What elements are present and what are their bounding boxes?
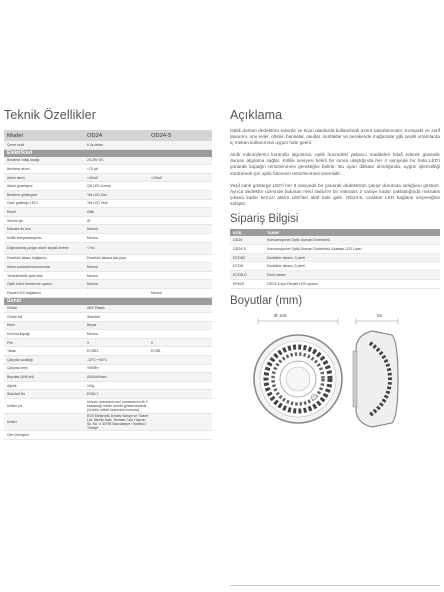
spec-row — [4, 272, 212, 281]
order-code: OD24 — [233, 237, 243, 242]
spec-key: Gövde — [7, 306, 17, 311]
general-rows — [4, 305, 212, 440]
spec-value: Tek LED Yeşil — [87, 201, 108, 206]
order-row — [230, 262, 440, 271]
order-title: Sipariş Bilgisi — [230, 213, 299, 226]
electrical-rows — [4, 157, 212, 298]
order-desc: Konvansiyonel Optik Duman Dedektörü Uzaktan LED Uyarı — [267, 246, 362, 251]
spec-row — [4, 157, 212, 166]
footer-divider — [230, 585, 440, 586]
specs-header-od24: OD24 — [87, 132, 103, 139]
spec-value: Ürünün üzerindeki seri numarasının ilk 2 basamağı üretim tarihini göstermektedir. (Ürünün etiketi üzerindeki numara) — [87, 400, 148, 413]
spec-row — [4, 322, 212, 331]
spec-key: Temizlenebilir optik blok — [7, 273, 43, 278]
spec-key: Canlı gösterge LED'i — [7, 201, 38, 206]
spec-row — [4, 289, 212, 298]
spec-row — [4, 174, 212, 183]
spec-key: Bekleme göstergesi — [7, 192, 37, 197]
order-code: OD24-5 — [233, 246, 246, 251]
spec-value: Ø100x50mm — [87, 375, 107, 380]
order-row — [230, 254, 440, 263]
spec-row — [4, 208, 212, 217]
spec-key: Bekleme akımı — [7, 166, 30, 171]
order-header — [230, 229, 440, 236]
dims-title: Boyutlar (mm) — [230, 294, 303, 307]
spec-row — [4, 225, 212, 234]
spec-key: Paralel LED bağlantısı — [7, 290, 41, 295]
spec-row — [4, 347, 212, 356]
spec-key: Ağırlık — [7, 383, 17, 388]
spec-value: ECDB3 — [87, 349, 99, 354]
spec-value: Kilitli — [87, 209, 94, 214]
spec-row — [4, 365, 212, 374]
spec-key: Dedektör tabanı bağlantısı — [7, 256, 47, 261]
spec-row — [4, 330, 212, 339]
spec-value: - — [87, 290, 89, 295]
spec-key: Pim — [7, 340, 13, 345]
order-code: ECDB3 — [233, 255, 245, 260]
specs-column — [4, 108, 212, 440]
spec-row — [4, 182, 212, 191]
order-row — [230, 236, 440, 245]
spec-value: 6 üç ortam — [87, 142, 104, 147]
order-code: ECDB — [233, 264, 243, 269]
spec-key: Çalışma nemi — [7, 366, 28, 371]
spec-key: Geri Dönüşüm — [7, 432, 29, 437]
spec-key: Alarm göstergesi — [7, 184, 33, 189]
spec-key: Renk — [7, 323, 15, 328]
order-row — [230, 280, 440, 289]
spec-key: Optik hücre temizleme uyarısı — [7, 282, 52, 287]
order-desc: Konvansiyonel Optik Duman Dedektörü — [267, 237, 330, 242]
spec-value: 5 — [151, 340, 153, 345]
spec-value: %90RH — [87, 366, 99, 371]
spec-value: IR — [87, 218, 91, 223]
order-header-code: KOD — [233, 230, 242, 235]
spec-key: Sensör tipi — [7, 218, 24, 223]
detector-drawing-icon — [230, 317, 440, 457]
spec-value: Çift LED Kırmızı — [87, 184, 112, 189]
spec-row — [4, 200, 212, 209]
spec-row — [4, 414, 212, 431]
spec-value: 20-29V DC — [87, 158, 104, 163]
order-header-desc: TANIM — [267, 230, 279, 235]
spec-key: Üretici — [7, 420, 17, 425]
spec-row — [4, 373, 212, 382]
spec-value: ABS Plastik — [87, 306, 105, 311]
spec-value: <23mA — [151, 175, 162, 180]
spec-value: <7sn. — [87, 246, 96, 251]
description-paragraph: Yeşil canlı gösterge LED'i her 8 saniyede bir yanarak dedektörün çalışır durumda olduğunu gösterir. Ayrıca dedektör üzerinde bulunan reed switch'e bir mıknatıs 2 saniye kadar yaklaştığında mıknatıs çıkana kadar kırmızı alarm LED'leri aktif hale gelir. OD24-5, uzaktan LED bağlantı seçeneğine sahiptir. — [230, 182, 440, 206]
specs-header-od24-5: OD24-5 — [151, 132, 172, 139]
spec-value: Mevcut — [87, 227, 98, 232]
spec-key: Alarm sonlandırma koruması — [7, 264, 51, 269]
spec-value: -10°C~+50°C — [87, 357, 108, 362]
spec-value: Beyaz — [87, 323, 97, 328]
spec-key: Standart No — [7, 392, 26, 397]
group-electrical: Elektriksel — [4, 150, 212, 157]
spec-value: Tek LED Sarı — [87, 192, 107, 197]
order-code: ECDB-D — [233, 273, 247, 278]
spec-key: Gövde tipi — [7, 314, 23, 319]
group-general: Genel — [4, 298, 212, 305]
spec-row — [4, 356, 212, 365]
spec-key: Koruma kapağı — [7, 332, 30, 337]
order-row — [230, 271, 440, 280]
spec-row — [4, 191, 212, 200]
spec-row — [4, 431, 212, 440]
spec-key: Kirlilik kompanzasyonu — [7, 235, 42, 240]
description-paragraph: Optik duman dedektörü evlerde ve ticari alanlarda kullanılmak üzere tasarlanmıştır. Kompakt ve zarif tasarımı, onu evler, ofisler, bankalar, okullar, mutfaklar ve perakende mağazalar gibi çeşitli ortamlarda iç mekan kullanımına uygun hale getirir. — [230, 128, 440, 146]
spec-value: ECDB — [151, 349, 161, 354]
spec-key: Boyutlar (WxDxH) — [7, 375, 35, 380]
spec-key: Çalışma sıcaklığı — [7, 357, 33, 362]
spec-value: Mevcut — [151, 290, 162, 295]
spec-row — [4, 305, 212, 314]
spec-row — [4, 382, 212, 391]
order-code: EPA25 — [233, 281, 244, 286]
spec-value: 110g — [87, 383, 95, 388]
spec-row — [4, 234, 212, 243]
spec-row — [4, 243, 212, 255]
spec-row — [4, 141, 212, 150]
order-desc: Dedektör tabanı, 5 pimli — [267, 264, 305, 269]
spec-key: Reset — [7, 209, 16, 214]
spec-value: <40mA — [87, 175, 98, 180]
spec-row — [4, 313, 212, 322]
spec-key: Çevre sınıfı — [7, 142, 25, 147]
spec-value: 3 — [87, 340, 89, 345]
dim-height-label: 50 — [377, 312, 383, 318]
dimension-drawing — [230, 309, 440, 459]
spec-row — [4, 165, 212, 174]
spec-row — [4, 217, 212, 226]
spec-row — [4, 399, 212, 414]
spec-value: Mevcut — [87, 282, 98, 287]
order-desc: Derin taban — [267, 273, 286, 278]
spec-value: Mevcut — [87, 273, 98, 278]
spec-key: Mıknatıs ile test — [7, 227, 31, 232]
dim-diameter-label: Ø 105 — [274, 312, 287, 318]
spec-row — [4, 390, 212, 399]
spec-key: Besleme voltaj aralığı — [7, 158, 40, 163]
description-title: Açıklama — [230, 108, 283, 122]
spec-key: Taban — [7, 349, 17, 354]
spec-value: EDS Elektronik Destek Sanayi ve Ticaret Ltd. Mecilis Mah. Temalar Cad. Hayran Sk. No: 4 34795 Sancaktepe / İstanbul / Türkiye — [87, 414, 149, 431]
spec-row — [4, 255, 212, 264]
description-column — [230, 108, 440, 459]
specs-header — [4, 130, 212, 141]
spec-row — [4, 339, 212, 348]
spec-key: Üretim yılı — [7, 404, 23, 409]
spec-value: Mevcut — [87, 264, 98, 269]
order-row — [230, 245, 440, 254]
spec-key: Alarm akımı — [7, 175, 26, 180]
order-desc: OD24-5 için Paralel LED uyarısı — [267, 281, 318, 286]
spec-key: Doğrulanmış yangın alarm sinyali üretme — [7, 246, 69, 251]
spec-value: Mevcut — [87, 235, 98, 240]
spec-value: Dedektör tabana tak-çıkar — [87, 256, 127, 261]
specs-header-model: Model — [7, 132, 23, 139]
order-rows — [230, 236, 440, 289]
description-paragraph: Akıllı mikroişlemci kontrollü algoritma, optik hücredeki yabancı maddeleri telafi ederek güvenilir duman algılama sağlar. Kirlilik seviyesi belirli bir sınıra ulaştığında her 4 saniyede bir hata LED'i yanarak kapağın temizlenmesi gerektiğini belirtir. Bu uyarı dikkate alındığında, uygun işlevselliği sürdürmek için optik hücrenin temizlenmesi önemlidir. — [230, 152, 440, 176]
spec-row — [4, 263, 212, 272]
specs-title: Teknik Özellikler — [4, 108, 97, 122]
spec-value: EN54-7 — [87, 392, 99, 397]
spec-value: Mevcut — [87, 332, 98, 337]
order-desc: Dedektör tabanı, 3 pimli — [267, 255, 305, 260]
spec-value: Standart — [87, 314, 100, 319]
spec-value: <70 µA — [87, 166, 98, 171]
spec-row — [4, 280, 212, 289]
